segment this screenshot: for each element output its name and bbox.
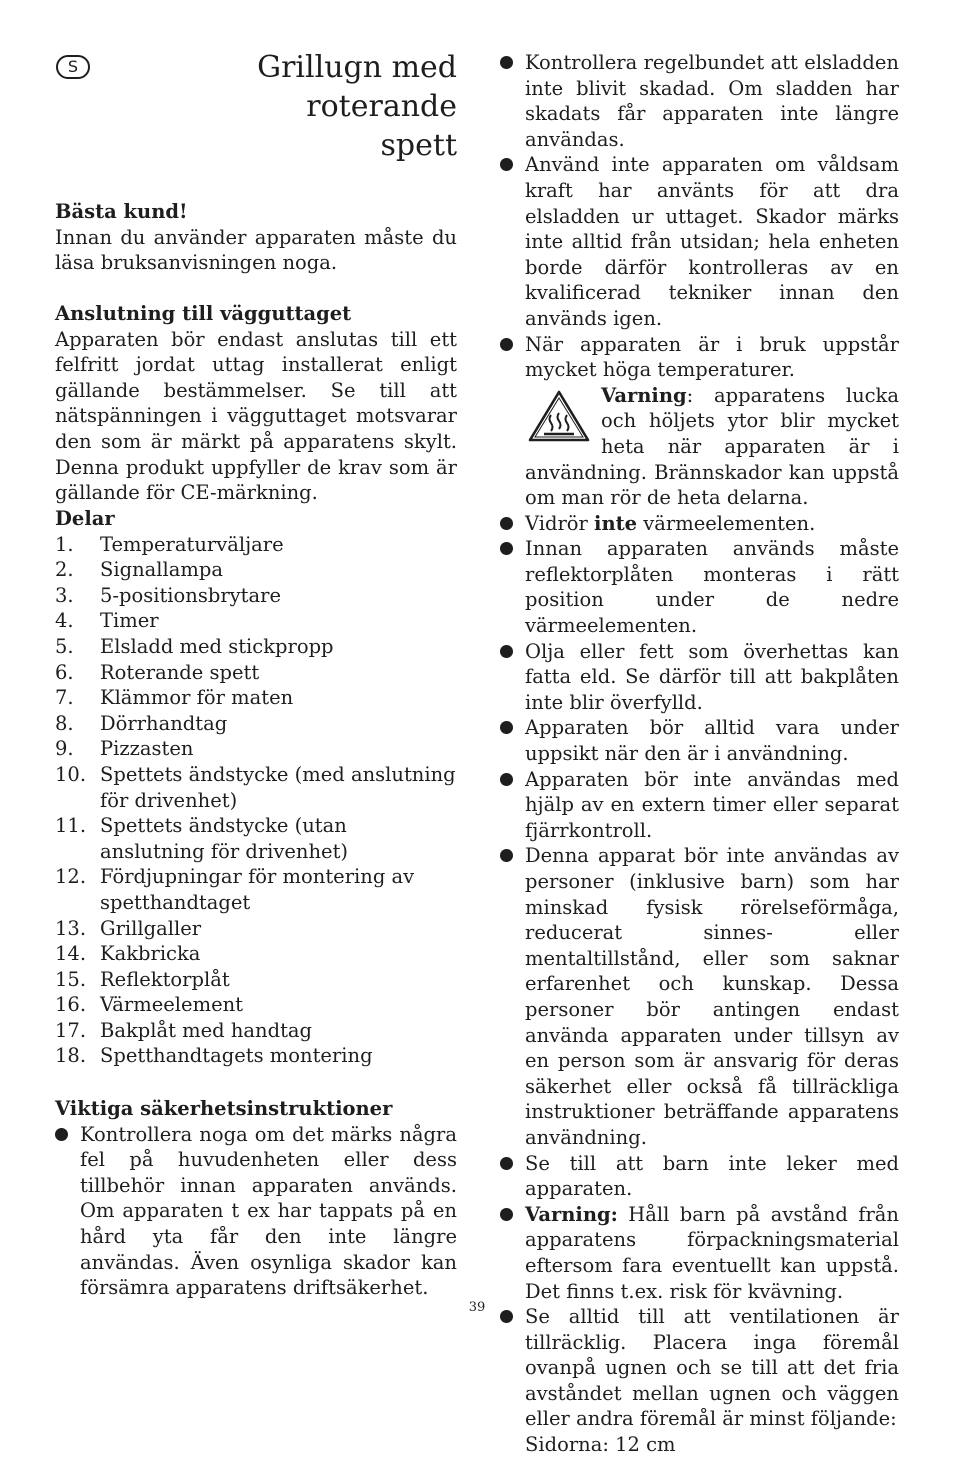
bullet-text: När apparaten är i bruk uppstår mycket höga temperaturer. bbox=[525, 332, 899, 382]
list-item bbox=[55, 941, 457, 967]
list-item bbox=[55, 1018, 457, 1044]
item-text: 5-positionsbrytare bbox=[100, 583, 281, 607]
item-text: Spetthandtagets montering bbox=[100, 1044, 373, 1068]
item-text: Timer bbox=[100, 609, 159, 633]
list-item bbox=[500, 715, 899, 766]
list-item bbox=[55, 557, 457, 583]
safety-list-left bbox=[55, 1122, 457, 1301]
bullet-text: Apparaten bör alltid vara under uppsikt när den är i användning. bbox=[525, 716, 899, 766]
item-text: Spettets ändstycke (med anslutning för drivenhet) bbox=[100, 762, 456, 812]
list-item bbox=[500, 1304, 899, 1458]
item-text: Kakbricka bbox=[100, 942, 201, 966]
item-text: Grillgaller bbox=[100, 916, 202, 940]
bullet-text-post: värmeelementen. bbox=[637, 511, 816, 535]
bullet-text: Innan apparaten används måste reflektorplåten monteras i rätt position under de nedre värmeelementen. bbox=[525, 537, 899, 638]
language-badge: S bbox=[56, 55, 90, 79]
clearance-sides: Sidorna: 12 cm bbox=[525, 1433, 676, 1457]
parts-section bbox=[55, 506, 457, 1069]
bullet-text-pre: Vidrör bbox=[525, 511, 595, 535]
list-item bbox=[55, 660, 457, 686]
list-item bbox=[55, 634, 457, 660]
list-item bbox=[500, 1202, 899, 1304]
item-text: Bakplåt med handtag bbox=[100, 1018, 313, 1042]
list-item bbox=[500, 511, 899, 537]
item-number: 4. bbox=[55, 609, 74, 633]
list-item bbox=[500, 767, 899, 844]
bullet-text: Kontrollera regelbundet att elsladden inte blivit skadad. Om sladden har skadats får apparaten inte längre användas. bbox=[525, 51, 899, 151]
hot-surface-warning-icon bbox=[527, 389, 591, 443]
bullet-dot-icon bbox=[500, 849, 513, 862]
safety-heading: Viktiga säkerhetsinstruktioner bbox=[55, 1097, 393, 1120]
connection-heading: Anslutning till vägguttaget bbox=[55, 302, 352, 325]
item-text: Roterande spett bbox=[100, 660, 260, 684]
item-text: Elsladd med stickpropp bbox=[100, 634, 334, 658]
list-item bbox=[500, 536, 899, 638]
page-title bbox=[140, 48, 457, 165]
bullet-text: Apparaten bör inte användas med hjälp av en extern timer eller separat fjärrkontroll. bbox=[525, 767, 899, 842]
item-text: Temperaturväljare bbox=[100, 532, 284, 556]
item-number: 13. bbox=[55, 916, 87, 940]
bullet-dot-icon bbox=[500, 56, 513, 69]
warning-text: : apparatens lucka och höljets ytor blir mycket heta när apparaten är i användning. Brännskador kan uppstå om man rör de heta delarna. bbox=[525, 383, 899, 510]
connection-text: Apparaten bör endast anslutas till ett felfritt jordat uttag installerat enligt gällande bestämmelser. Se till att nätspänningen i vägguttaget motsvarar den som är märkt på apparatens skylt. Denna produkt uppfyller de krav som är gällande för CE-märkning. bbox=[55, 327, 457, 505]
bullet-dot-icon bbox=[500, 338, 513, 351]
bullet-dot-icon bbox=[500, 645, 513, 658]
bullet-dot-icon bbox=[500, 517, 513, 530]
item-number: 5. bbox=[55, 634, 74, 658]
bullet-dot-icon bbox=[500, 158, 513, 171]
list-item bbox=[500, 332, 899, 511]
list-item bbox=[55, 711, 457, 737]
list-item bbox=[55, 813, 457, 864]
list-item bbox=[55, 583, 457, 609]
item-number: 1. bbox=[55, 532, 74, 556]
list-item bbox=[55, 532, 457, 558]
list-item bbox=[500, 639, 899, 716]
connection-section bbox=[55, 301, 457, 506]
bullet-text: Se alltid till att ventilationen är tillräcklig. Placera inga föremål ovanpå ugnen och se till att det fria avståndet mellan ugnen och väggen eller andra föremål är minst följande: bbox=[525, 1305, 899, 1431]
item-number: 3. bbox=[55, 583, 74, 607]
bullet-dot-icon bbox=[500, 721, 513, 734]
item-number: 17. bbox=[55, 1018, 87, 1042]
item-number: 18. bbox=[55, 1044, 87, 1068]
list-item bbox=[55, 992, 457, 1018]
bullet-dot-icon bbox=[500, 542, 513, 555]
warning-label: Varning: bbox=[525, 1202, 618, 1226]
list-item bbox=[55, 1122, 457, 1301]
safety-section-left bbox=[55, 1096, 457, 1301]
item-text: Pizzasten bbox=[100, 737, 194, 761]
item-text: Reflektorplåt bbox=[100, 967, 230, 991]
list-item bbox=[55, 864, 457, 915]
item-number: 12. bbox=[55, 865, 87, 889]
list-item bbox=[55, 762, 457, 813]
list-item bbox=[500, 152, 899, 331]
item-number: 16. bbox=[55, 993, 87, 1017]
item-text: Värmeelement bbox=[100, 993, 244, 1017]
bullet-text: Denna apparat bör inte användas av personer (inklusive barn) som har minskad fysisk rörelseförmåga, reducerat sinnes- eller mentaltillstånd, eller som saknar erfarenhet och kunskap. Dessa personer bör antingen endast använda apparaten under tillsyn av en person som är ansvarig för deras säkerhet eller också få tillräckliga instruktioner beträffande apparatens användning. bbox=[525, 844, 899, 1149]
item-number: 15. bbox=[55, 967, 87, 991]
item-number: 8. bbox=[55, 711, 74, 735]
item-number: 14. bbox=[55, 942, 87, 966]
page-number: 39 bbox=[468, 1300, 486, 1315]
hot-surface-warning bbox=[525, 383, 899, 511]
bullet-text: Olja eller fett som överhettas kan fatta eld. Se därför till att bakplåten inte blir överfylld. bbox=[525, 639, 899, 714]
item-text: Klämmor för maten bbox=[100, 686, 294, 710]
list-item bbox=[55, 916, 457, 942]
item-number: 9. bbox=[55, 737, 74, 761]
safety-list-right bbox=[500, 50, 899, 1458]
item-number: 11. bbox=[55, 814, 87, 838]
bullet-text: Se till att barn inte leker med apparaten. bbox=[525, 1151, 899, 1201]
intro-section bbox=[55, 199, 457, 276]
intro-text: Innan du använder apparaten måste du läsa bruksanvisningen noga. bbox=[55, 225, 457, 275]
bullet-text: Kontrollera noga om det märks några fel på huvudenheten eller dess tillbehör innan apparaten används. Om apparaten t ex har tappats på en hård yta får den inte längre användas. Även osynliga skador kan försämra apparatens driftsäkerhet. bbox=[80, 1122, 457, 1300]
bullet-dot-icon bbox=[500, 1208, 513, 1221]
item-text: Signallampa bbox=[100, 558, 223, 582]
item-text: Dörrhandtag bbox=[100, 711, 228, 735]
page-title-line2: spett bbox=[380, 128, 457, 163]
list-item bbox=[55, 736, 457, 762]
item-number: 2. bbox=[55, 558, 74, 582]
list-item bbox=[55, 1043, 457, 1069]
intro-greeting: Bästa kund! bbox=[55, 200, 188, 223]
parts-heading: Delar bbox=[55, 507, 115, 530]
item-number: 7. bbox=[55, 686, 74, 710]
page-title-line1: Grillugn med roterande bbox=[257, 50, 457, 124]
warning-label: Varning bbox=[601, 383, 687, 407]
list-item bbox=[500, 50, 899, 152]
bullet-text-bold: inte bbox=[594, 511, 638, 535]
list-item bbox=[500, 843, 899, 1150]
list-item bbox=[500, 1151, 899, 1202]
bullet-text: Använd inte apparaten om våldsam kraft har använts för att dra elsladden ur uttaget. Skador märks inte alltid från utsidan; hela enheten borde därför kontrolleras av en kvalificerad tekniker innan den används igen. bbox=[525, 153, 899, 330]
bullet-text: Håll barn på avstånd från apparatens förpackningsmaterial eftersom fara eventuellt kan uppstå. Det finns t.ex. risk för kvävning. bbox=[525, 1202, 899, 1303]
bullet-dot-icon bbox=[500, 773, 513, 786]
item-number: 10. bbox=[55, 762, 87, 786]
list-item bbox=[55, 685, 457, 711]
item-text: Spettets ändstycke (utan anslutning för drivenhet) bbox=[100, 814, 349, 863]
list-item bbox=[55, 967, 457, 993]
item-text: Fördjupningar för montering av spetthandtaget bbox=[100, 865, 415, 914]
bullet-dot-icon bbox=[55, 1128, 68, 1141]
bullet-dot-icon bbox=[500, 1157, 513, 1170]
list-item bbox=[55, 608, 457, 634]
parts-list bbox=[55, 532, 457, 1069]
right-column bbox=[500, 50, 899, 1458]
item-number: 6. bbox=[55, 660, 74, 684]
